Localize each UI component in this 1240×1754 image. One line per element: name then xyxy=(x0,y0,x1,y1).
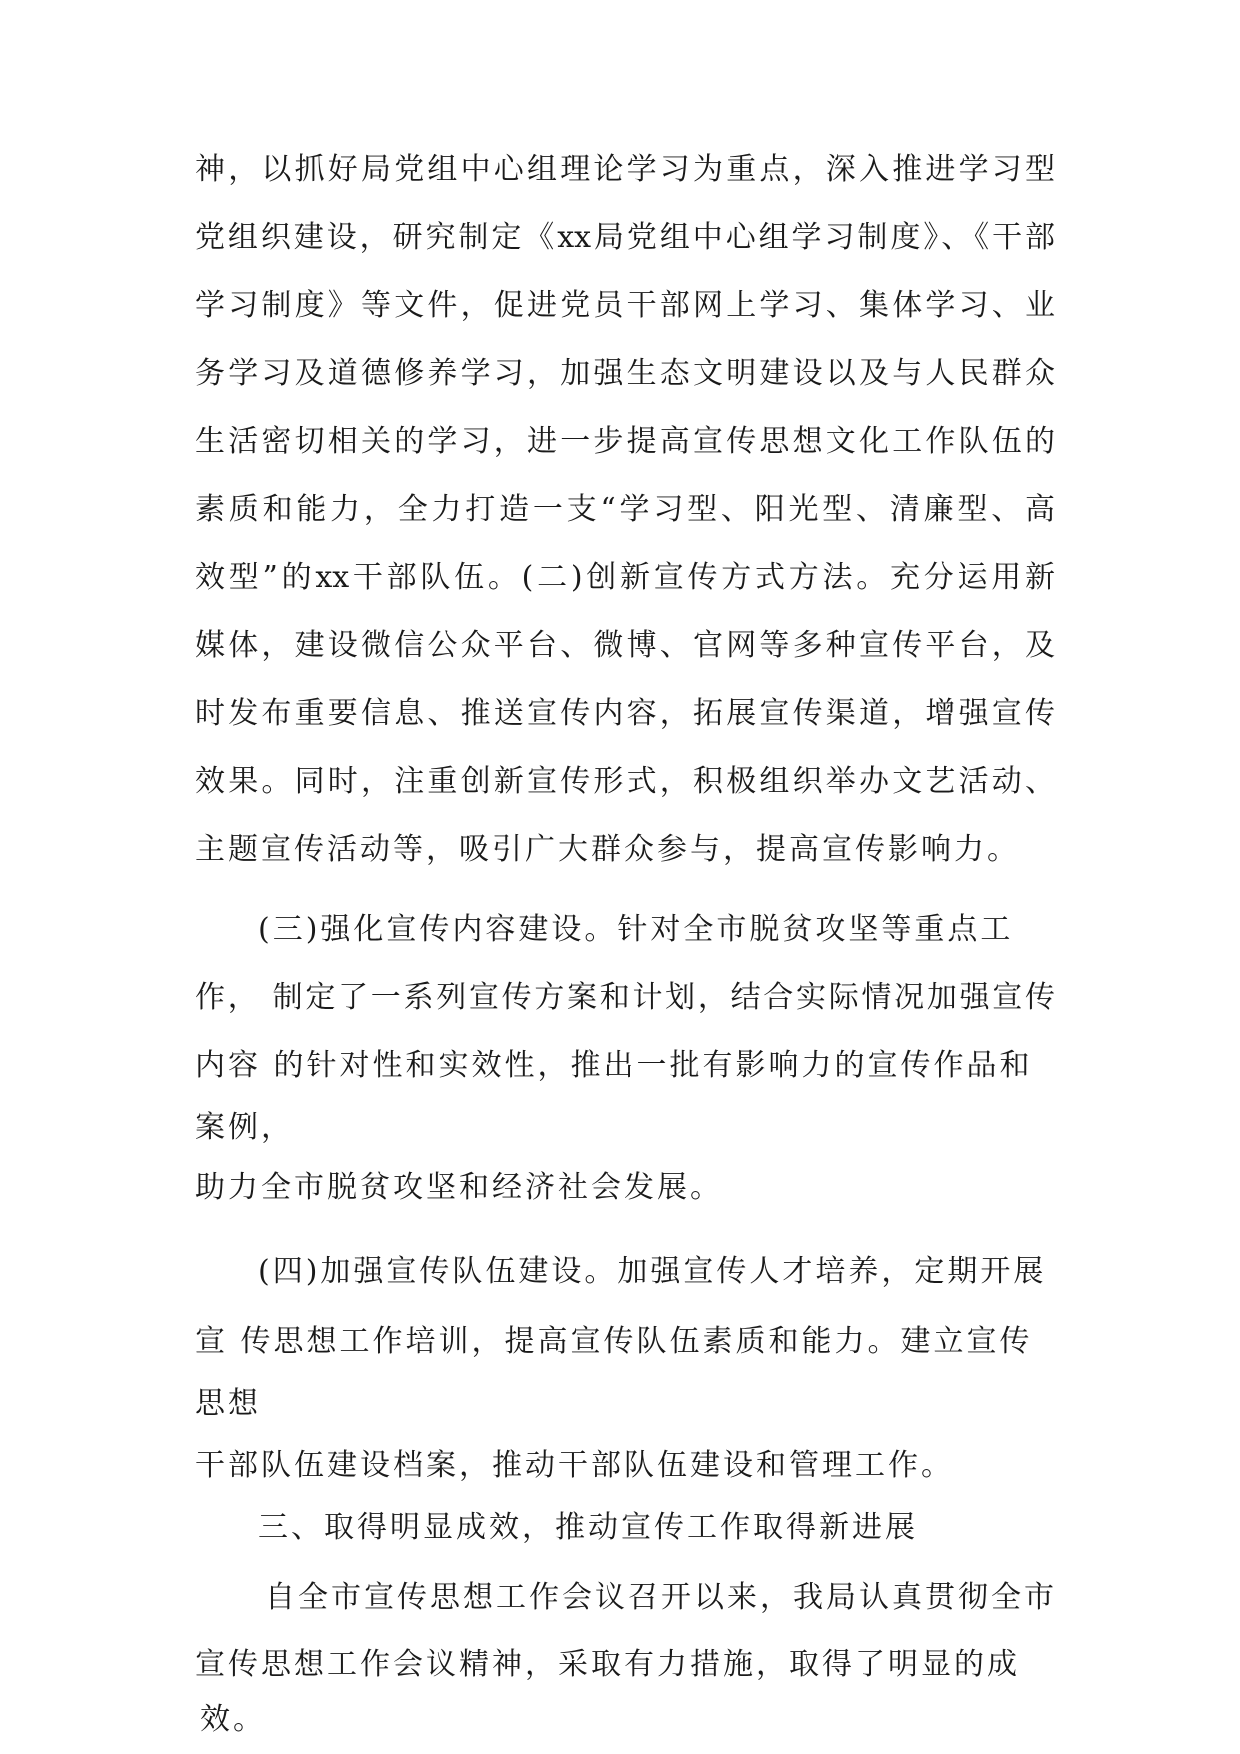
text-line-8: 媒体，建设微信公众平台、微博、官网等多种宣传平台，及 xyxy=(195,628,1055,663)
paragraph-4-line-3: 思想 xyxy=(195,1386,261,1421)
text-line-11: 主题宣传活动等，吸引广大群众参与，提高宣传影响力。 xyxy=(195,832,1020,867)
paragraph-4-line-4: 干部队伍建设档案，推动干部队伍建设和管理工作。 xyxy=(195,1448,954,1483)
paragraph-3-line-1: (三)强化宣传内容建设。针对全市脱贫攻坚等重点工 xyxy=(258,912,1014,947)
text-line-3: 学习制度》等文件，促进党员干部网上学习、集体学习、业 xyxy=(195,288,1055,323)
paragraph-4-line-1: (四)加强宣传队伍建设。加强宣传人才培养，定期开展 xyxy=(258,1254,1047,1289)
paragraph-5-line-1: 自全市宣传思想工作会议召开以来，我局认真贯彻全市 xyxy=(265,1580,1057,1615)
section-heading: 三、取得明显成效，推动宣传工作取得新进展 xyxy=(258,1510,918,1545)
paragraph-5-line-3: 效。 xyxy=(200,1702,266,1737)
text-line-5: 生活密切相关的学习，进一步提高宣传思想文化工作队伍的 xyxy=(195,424,1055,459)
paragraph-4-line-2: 宣 传思想工作培训，提高宣传队伍素质和能力。建立宣传 xyxy=(195,1324,1033,1359)
paragraph-3-line-2: 作， 制定了一系列宣传方案和计划，结合实际情况加强宣传 xyxy=(195,980,1055,1015)
paragraph-5-line-2: 宣传思想工作会议精神，采取有力措施，取得了明显的成 xyxy=(195,1647,1020,1682)
paragraph-3-line-5: 助力全市脱贫攻坚和经济社会发展。 xyxy=(195,1170,723,1205)
text-line-9: 时发布重要信息、推送宣传内容，拓展宣传渠道，增强宣传 xyxy=(195,696,1055,731)
text-line-10: 效果。同时，注重创新宣传形式，积极组织举办文艺活动、 xyxy=(195,764,1055,799)
text-line-4: 务学习及道德修养学习，加强生态文明建设以及与人民群众 xyxy=(195,356,1055,391)
paragraph-3-line-4: 案例， xyxy=(195,1110,294,1145)
text-line-2: 党组织建设，研究制定《xx局党组中心组学习制度》、《干部 xyxy=(195,220,1055,255)
text-line-7: 效型”的xx干部队伍。(二)创新宣传方式方法。充分运用新 xyxy=(195,560,1055,595)
text-line-6: 素质和能力，全力打造一支“学习型、阳光型、清廉型、高 xyxy=(195,492,1055,527)
paragraph-3-line-3: 内容 的针对性和实效性，推出一批有影响力的宣传作品和 xyxy=(195,1048,1033,1083)
text-line-1: 神，以抓好局党组中心组理论学习为重点，深入推进学习型 xyxy=(195,152,1055,187)
